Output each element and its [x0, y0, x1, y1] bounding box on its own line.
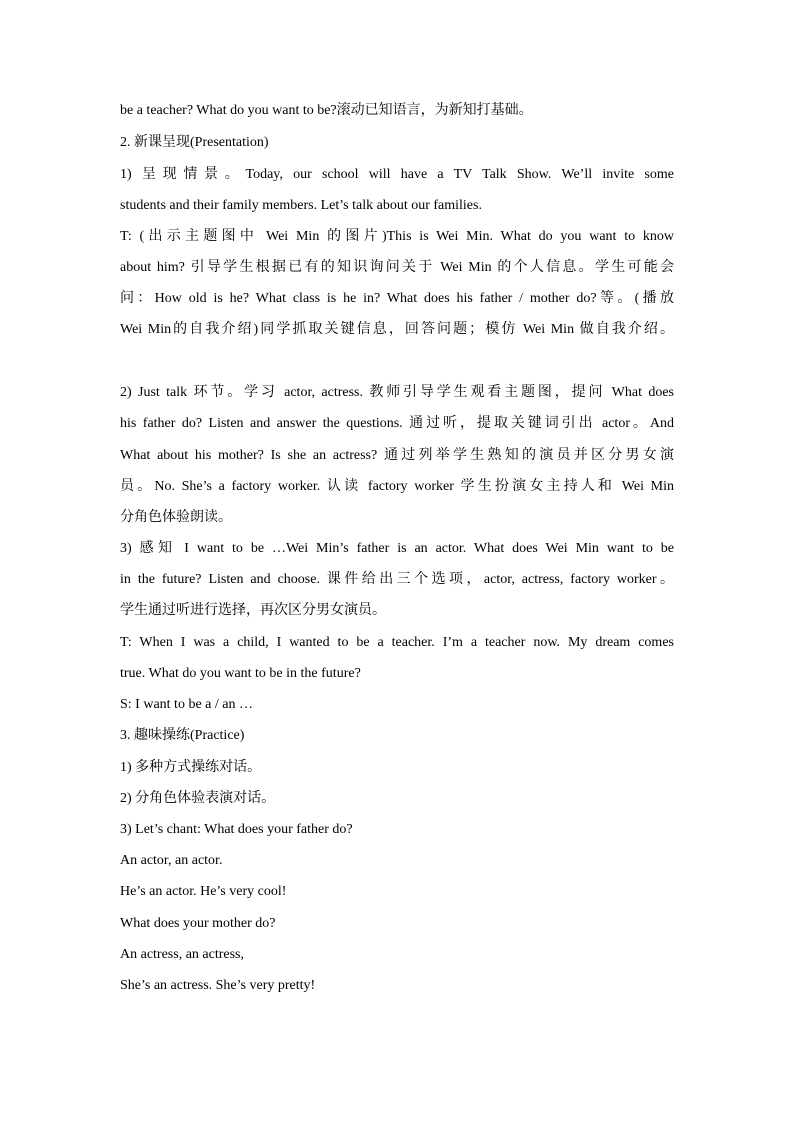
text-line: T: When I was a child, I wanted to be a teacher. I’m a teacher now. My dream comes	[120, 635, 674, 650]
text-line: 学生通过听进行选择，再次区分男女演员。	[120, 603, 386, 618]
text-line: 分角色体验朗读。	[120, 510, 232, 525]
chant-line: An actor, an actor.	[120, 853, 223, 868]
text-line: T: (出示主题图中 Wei Min 的图片)This is Wei Min. What do you want to know	[120, 229, 674, 244]
text-line: Wei Min的自我介绍)同学抓取关键信息，回答问题；模仿 Wei Min 做自我介绍。	[120, 322, 674, 337]
section-heading: 3. 趣味操练(Practice)	[120, 728, 245, 743]
chant-line: An actress, an actress,	[120, 947, 245, 962]
text-line: about him? 引导学生根据已有的知识询问关于 Wei Min 的个人信息。学生可能会	[120, 260, 674, 275]
text-line: be a teacher? What do you want to be?滚动已知语言，为新知打基础。	[120, 103, 533, 118]
text-line: 2) Just talk 环节。学习 actor, actress. 教师引导学生观看主题图，提问 What does	[120, 385, 674, 400]
chant-line: She’s an actress. She’s very pretty!	[120, 978, 316, 993]
text-line: 1) 多种方式操练对话。	[120, 760, 262, 775]
text-line: his father do? Listen and answer the questions. 通过听，提取关键词引出 actor。And	[120, 416, 674, 431]
text-line: students and their family members. Let’s talk about our families.	[120, 198, 482, 213]
chant-line: What does your mother do?	[120, 916, 276, 931]
chant-line: He’s an actor. He’s very cool!	[120, 884, 287, 899]
text-line: S: I want to be a / an …	[120, 697, 253, 712]
text-line: true. What do you want to be in the future?	[120, 666, 361, 681]
text-line: 3) 感知 I want to be …Wei Min’s father is an actor. What does Wei Min want to be	[120, 541, 674, 556]
text-line: in the future? Listen and choose. 课件给出三个选项，actor, actress, factory worker。	[120, 572, 674, 587]
chant-line: 3) Let’s chant: What does your father do?	[120, 822, 353, 837]
text-line: 1) 呈现情景。Today, our school will have a TV Talk Show. We’ll invite some	[120, 167, 674, 182]
text-line: 2) 分角色体验表演对话。	[120, 791, 276, 806]
text-line: What about his mother? Is she an actress? 通过列举学生熟知的演员并区分男女演	[120, 448, 674, 463]
text-line: 员。No. She’s a factory worker. 认读 factory worker 学生扮演女主持人和 Wei Min	[120, 479, 674, 494]
section-heading: 2. 新课呈现(Presentation)	[120, 135, 269, 150]
text-line: 问：How old is he? What class is he in? What does his father / mother do?等。(播放	[120, 291, 674, 306]
